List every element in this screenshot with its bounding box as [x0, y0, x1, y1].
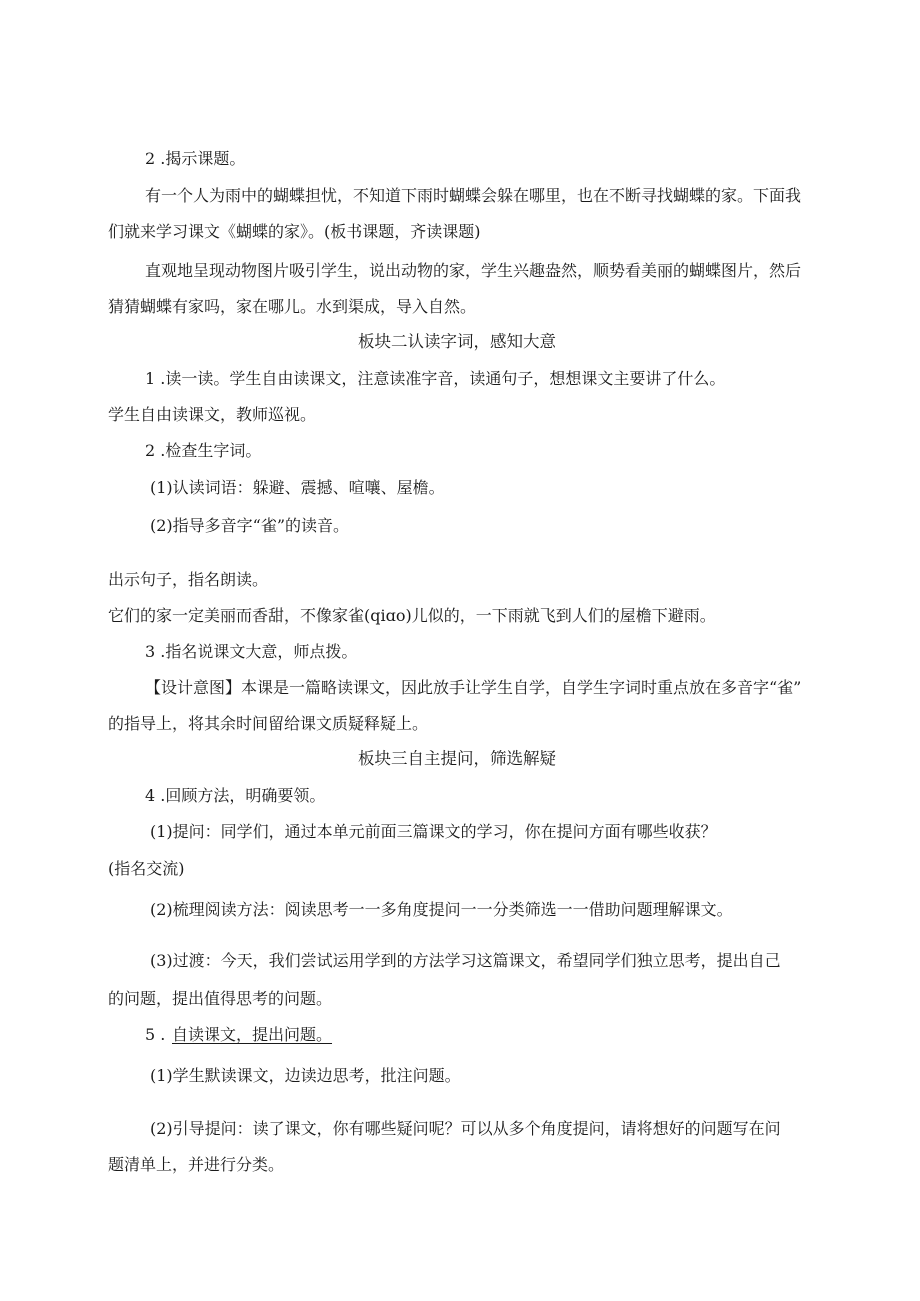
- paragraph-intro-line-1: 有一个人为雨中的蝴蝶担忧，不知道下雨时蝴蝶会躲在哪里，也在不断寻找蝴蝶的家。下面我: [145, 186, 802, 205]
- item-3-summary: 3 .指名说课文大意，师点拨。: [145, 642, 358, 661]
- sub-item-3-transition-line-2: 的问题，提出值得思考的问题。: [108, 989, 333, 1008]
- design-intent-line-1: 【设计意图】本课是一篇略读课文，因此放手让学生自学，自学生字词时重点放在多音字“雀”: [145, 678, 802, 697]
- sub-item-1-question: (1)提问：同学们，通过本单元前面三篇课文的学习，你在提问方面有哪些收获？: [150, 822, 717, 841]
- item-5-number: 5 .: [145, 1025, 166, 1044]
- item-4-review: 4 .回顾方法，明确要领。: [145, 786, 326, 805]
- item-1-read: 1 .读一读。学生自由读课文，注意读准字音，读通句子，想想课文主要讲了什么。: [145, 369, 726, 388]
- section-heading-3: 板块三自主提问，筛选解疑: [358, 749, 556, 768]
- sub-item-3-transition-line-1: (3)过渡：今天，我们尝试运用学到的方法学习这篇课文，希望同学们独立思考，提出自己: [150, 951, 781, 970]
- paragraph-design-line-1: 直观地呈现动物图片吸引学生，说出动物的家，学生兴趣盎然，顺势看美丽的蝴蝶图片，然后: [145, 261, 802, 280]
- sub-item-1-words: (1)认读词语：躲避、震撼、喧嚷、屋檐。: [150, 478, 445, 497]
- section-heading-2: 板块二认读字词，感知大意: [358, 332, 556, 351]
- sub-item-2-guide-line-1: (2)引导提问：读了课文，你有哪些疑问呢？可以从多个角度提问，请将想好的问题写在问: [150, 1119, 781, 1138]
- paragraph-intro-line-2: 们就来学习课文《蝴蝶的家》。(板书课题，齐读课题): [108, 222, 481, 241]
- item-2-reveal-topic: 2 .揭示课题。: [145, 149, 246, 168]
- item-5-self-read-underlined: 自读课文，提出问题。: [172, 1025, 333, 1044]
- design-intent-line-2: 的指导上，将其余时间留给课文质疑释疑上。: [108, 714, 429, 733]
- sub-item-1-exchange: (指名交流): [108, 859, 185, 878]
- teacher-patrol: 学生自由读课文，教师巡视。: [108, 405, 317, 424]
- example-sentence: 它们的家一定美丽而香甜，不像家雀(qiɑo)儿似的，一下雨就飞到人们的屋檐下避雨。: [108, 606, 716, 625]
- sub-item-2-polyphone: (2)指导多音字“雀”的读音。: [150, 516, 350, 535]
- sub-item-2-guide-line-2: 题清单上，并进行分类。: [108, 1155, 285, 1174]
- paragraph-design-line-2: 猜猜蝴蝶有家吗，家在哪儿。水到渠成，导入自然。: [108, 297, 477, 316]
- item-2-check-words: 2 .检查生字词。: [145, 441, 262, 460]
- sub-item-1-silent-read: (1)学生默读课文，边读边思考，批注问题。: [150, 1066, 461, 1085]
- sub-item-2-method: (2)梳理阅读方法：阅读思考一一多角度提问一一分类筛选一一借助问题理解课文。: [150, 900, 733, 919]
- show-sentence: 出示句子，指名朗读。: [108, 570, 269, 589]
